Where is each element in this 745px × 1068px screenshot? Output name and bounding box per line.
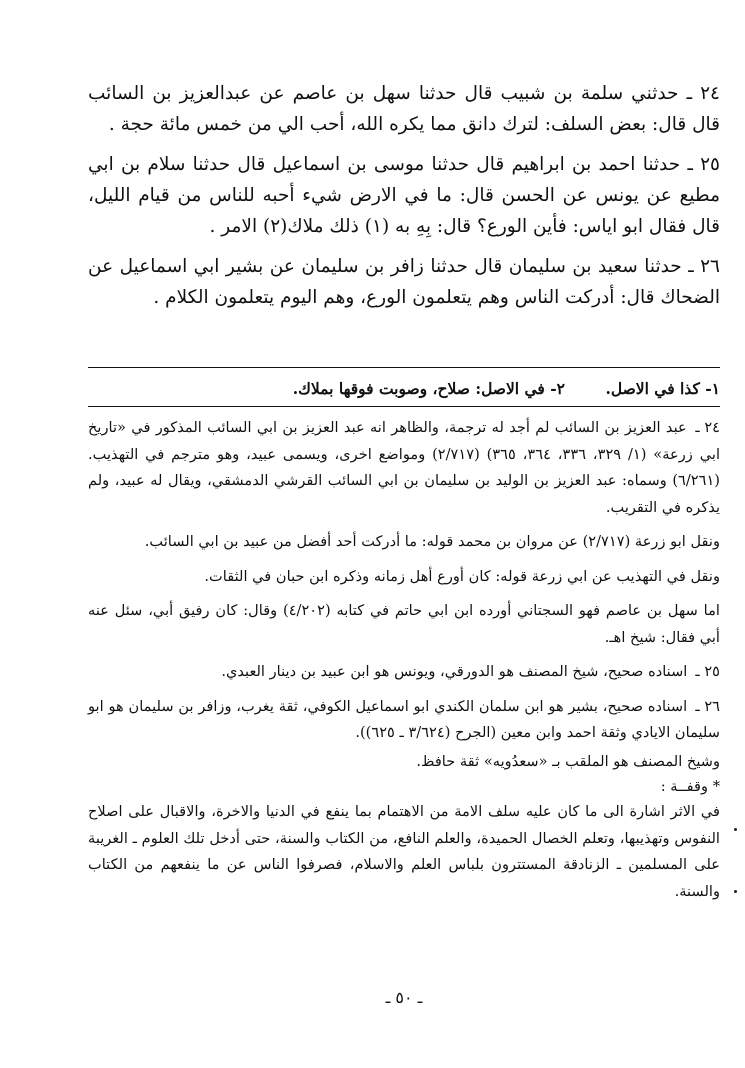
page <box>88 78 720 1038</box>
note-24-para-3: ونقل في التهذيب عن ابي زرعة قوله: كان أورع أهل زمانه وذكره ابن حبان في الثقات. <box>204 567 720 585</box>
footnote-1: ١- كذا في الاصل. <box>605 379 720 398</box>
narration-24: ٢٤ ـ حدثني سلمة بن شبيب قال حدثنا سهل بن عاصم عن عبدالعزيز بن السائب قال قال: بعض السلف: لترك دانق مما يكره الله، أحب الي من خمس مائة حجة . <box>88 83 720 135</box>
note-26-para-2: وشيخ المصنف هو الملقب بـ «سعدُويه» ثقة حافظ. <box>416 752 720 770</box>
footnote-separator <box>88 367 720 368</box>
note-25-number: ٢٥ ـ <box>695 663 720 680</box>
note-25 <box>88 659 720 686</box>
note-26 <box>88 694 720 747</box>
note-24-para-4: اما سهل بن عاصم فهو السجتاني أورده ابن ابي حاتم في كتابه (٤/٢٠٢) وقال: كان رفيق أبي، سئل عنه أبي فقال: شيخ اهـ. <box>88 602 720 646</box>
narration-25: ٢٥ ـ حدثنا احمد بن ابراهيم قال حدثنا موسى بن اسماعيل قال حدثنا سلام بن ابي مطيع عن يونس عن الحسن قال: ما في الارض شيء أحبه للناس من قيام الليل، قال فقال ابو اياس: فأين الورع؟ قال: بِهِ به (١) ذلك ملاك(٢) الامر . <box>88 154 720 237</box>
waqfa-heading: * وقفــة : <box>660 778 720 795</box>
note-26-para-1: اسناده صحيح، بشير هو ابن سلمان الكندي ابو اسماعيل الكوفي، ثقة يغرب، وزافر بن سليمان هو ابو سليمان الايادي وثقة احمد وابن معين (الجرح (٣/٦٢٤ ـ ٦٢٥)). <box>88 697 720 741</box>
scan-mark <box>734 828 737 831</box>
main-text <box>88 78 720 313</box>
footnotes-row <box>88 374 720 404</box>
note-24-para-1: عبد العزيز بن السائب لم أجد له ترجمة، والظاهر انه عبد العزيز بن ابي السائب المذكور في «تاريخ ابي زرعة» (١/ ٣٢٩، ٣٣٦، ٣٦٤، ٣٦٥) (٢/٧١٧) ومواضع اخرى، ويسمى عبيد، وهو مترجم في التهذيب. (٦/٢٦١) وسماه: عبد العزيز بن الوليد بن سليمان بن ابي السائب القرشي الدمشقي، ويقال له عبيد، ولم يذكره في التقريب. <box>88 419 720 516</box>
page-number: ـ ٥٠ ـ <box>385 988 423 1007</box>
notes-separator <box>88 406 720 407</box>
footnote-2: ٢- في الاصل: صلاح، وصوبت فوقها بملاك. <box>292 379 565 398</box>
note-25-text: اسناده صحيح، شيخ المصنف هو الدورقي، ويونس هو ابن عبيد بن دينار العبدي. <box>221 663 688 680</box>
waqfa-text: في الاثر اشارة الى ما كان عليه سلف الامة من الاهتمام بما ينفع في الدنيا والاخرة، والاقبال على اصلاح النفوس وتهذيبها، وتعلم الخصال الحميدة، والعلم النافع، من الكتاب والسنة، حتى أدخل تلك العلوم ـ الغريبة على المسلمين ـ الزنادقة المستترون بلباس العلم والاسلام، فصرفوا الناس عن ما ينفعهم من الكتاب والسنة. <box>88 803 720 900</box>
note-24-para-2: ونقل ابو زرعة (٢/٧١٧) عن مروان بن محمد قوله: ما أدركت أحد أفضل من عبيد بن ابي السائب. <box>144 533 720 550</box>
note-26-number: ٢٦ ـ <box>695 697 721 715</box>
note-24-number: ٢٤ ـ <box>695 419 721 436</box>
note-24 <box>88 415 720 521</box>
commentary-notes <box>88 415 720 913</box>
narration-26: ٢٦ ـ حدثنا سعيد بن سليمان قال حدثنا زافر بن سليمان عن بشير ابي اسماعيل عن الضحاك قال: أدركت الناس وهم يتعلمون الورع، وهم اليوم يتعلمون الكلام . <box>88 256 720 308</box>
scan-mark <box>734 890 737 893</box>
